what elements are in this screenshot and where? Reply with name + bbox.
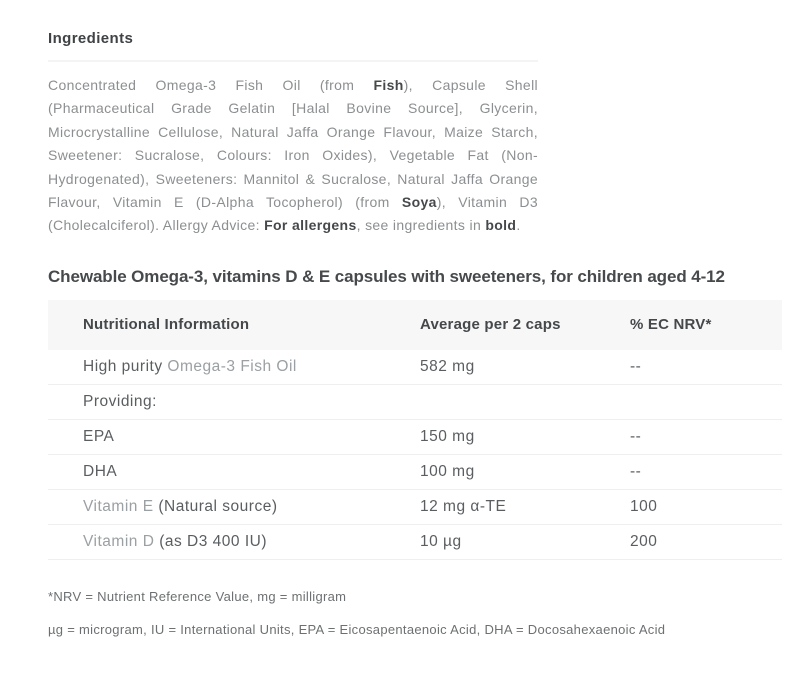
table-row (48, 525, 782, 560)
table-row (48, 350, 782, 385)
nutrient-label: (as D3 400 IU) (154, 532, 268, 550)
footnote-line: *NRV = Nutrient Reference Value, mg = milligram (48, 588, 347, 604)
nrv-cell: 100 (630, 497, 658, 515)
nutrient-label: EPA (83, 427, 115, 445)
nutrient-label: (Natural source) (153, 497, 278, 515)
nutrient-name-cell (48, 393, 420, 411)
ingredients-paragraph (48, 74, 538, 238)
amount-cell: 100 mg (420, 462, 475, 480)
nrv-cell: 200 (630, 532, 658, 550)
amount-cell: 12 mg α-TE (420, 497, 507, 515)
nutrition-table-body (48, 350, 782, 560)
nutrient-name-cell (48, 428, 420, 446)
nutrition-table-header-row (48, 300, 782, 350)
nutrient-name-cell (48, 498, 420, 516)
nutrient-link[interactable]: Omega-3 Fish Oil (167, 357, 297, 375)
ingredient-text: . (516, 217, 521, 234)
allergen-bold-text: Fish (373, 77, 404, 93)
amount-cell: 582 mg (420, 357, 475, 375)
column-header-average-per-2-caps: Average per 2 caps (420, 316, 561, 334)
nrv-cell: -- (630, 357, 642, 375)
nutrient-name-cell (48, 358, 420, 376)
ingredient-text: Concentrated Omega-3 Fish Oil (from (48, 77, 374, 93)
nrv-cell: -- (630, 427, 642, 445)
column-header-nutritional-information: Nutritional Information (83, 316, 250, 334)
table-row (48, 385, 782, 420)
product-subtitle: Chewable Omega-3, vitamins D & E capsules with sweeteners, for children aged 4-12 (48, 266, 725, 286)
ingredients-section (48, 30, 782, 238)
nutrient-label: High purity (83, 357, 168, 375)
allergen-bold-text: Soya (401, 194, 437, 211)
allergen-bold-text: bold (485, 217, 517, 234)
ingredients-heading: Ingredients (48, 30, 134, 47)
nutrient-name-cell (48, 533, 420, 551)
nutrition-table (48, 300, 782, 560)
nutrient-link[interactable]: Vitamin D (83, 532, 155, 550)
ingredient-text: ), Capsule Shell (Pharmaceutical Grade Gelatin [Halal Bovine Source], Glycerin, Microcrystalline Cellulose, Natural Jaffa Orange Flavour, Maize Starch, Sweetener: Sucralose, Colours: Iron Oxides), Vegetable Fat (Non-Hydrogenated), Sweeteners: Mannitol & Sucralose, Natural Jaffa Orange Flavour, Vitamin E (D-Alpha Tocopherol) (from (48, 77, 538, 211)
column-header-ec-nrv: % EC NRV* (630, 316, 712, 334)
footnotes (48, 589, 782, 637)
nutrient-label: Providing: (83, 392, 157, 410)
ingredient-text: ), Vitamin D3 (Cholecalciferol). Allergy Advice: (48, 194, 538, 234)
table-row (48, 455, 782, 490)
amount-cell: 150 mg (420, 427, 475, 445)
ingredient-text: , see ingredients in (356, 217, 486, 234)
nutrient-link[interactable]: Vitamin E (83, 497, 154, 515)
section-divider (48, 60, 538, 62)
table-row (48, 490, 782, 525)
nrv-cell: -- (630, 462, 642, 480)
nutrient-label: DHA (83, 462, 118, 480)
footnote-line: µg = microgram, IU = International Units, EPA = Eicosapentaenoic Acid, DHA = Docosahexaenoic Acid (48, 621, 666, 637)
table-row (48, 420, 782, 455)
nutrient-name-cell (48, 463, 420, 481)
allergen-bold-text: For allergens (264, 217, 357, 234)
amount-cell: 10 µg (420, 532, 462, 550)
